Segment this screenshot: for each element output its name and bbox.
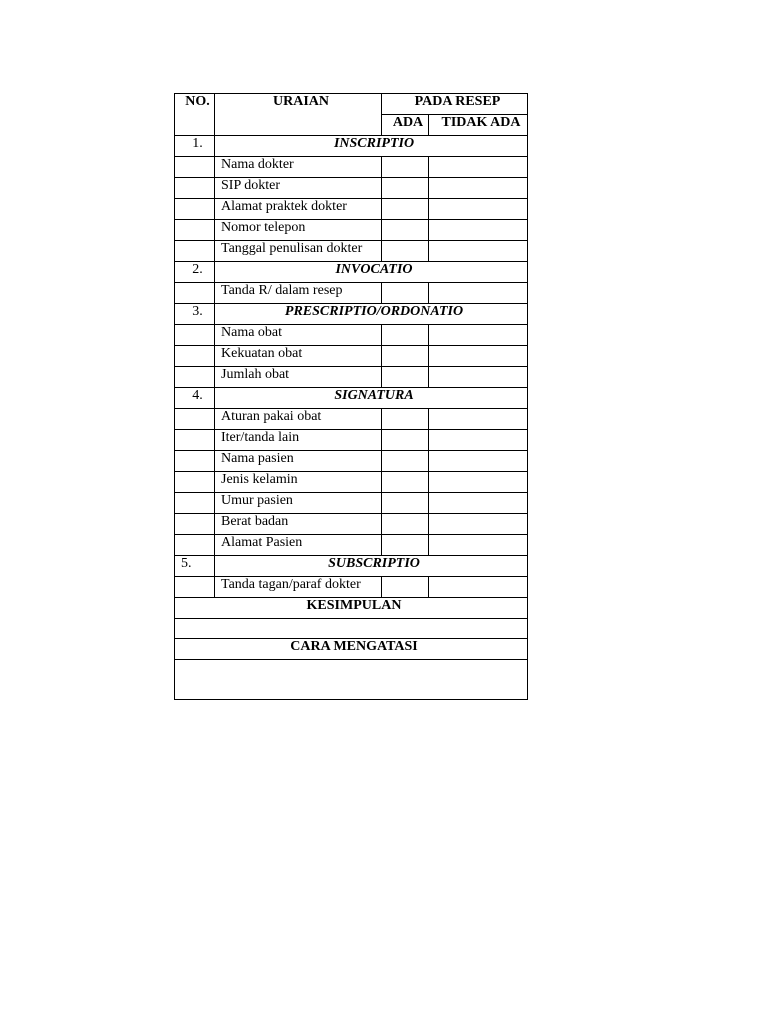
- item-number-cell: [175, 409, 215, 430]
- kesimpulan-header-row: [175, 598, 528, 619]
- ada-checkbox-cell[interactable]: [382, 367, 429, 388]
- ada-checkbox-cell[interactable]: [382, 220, 429, 241]
- ada-checkbox-cell[interactable]: [382, 535, 429, 556]
- item-number-cell: [175, 283, 215, 304]
- ada-checkbox-cell[interactable]: [382, 430, 429, 451]
- item-label: Nama pasien: [215, 451, 382, 472]
- tidak-ada-checkbox-cell[interactable]: [429, 346, 528, 367]
- item-number-cell: [175, 451, 215, 472]
- cara-mengatasi-input-row: [175, 660, 528, 700]
- tidak-ada-checkbox-cell[interactable]: [429, 409, 528, 430]
- item-number-cell: [175, 241, 215, 262]
- item-row: [175, 199, 528, 220]
- kesimpulan-field[interactable]: [175, 619, 528, 639]
- item-label: Berat badan: [215, 514, 382, 535]
- tidak-ada-checkbox-cell[interactable]: [429, 157, 528, 178]
- section-title: INVOCATIO: [215, 262, 528, 283]
- item-label: Aturan pakai obat: [215, 409, 382, 430]
- section-number: 2.: [175, 262, 215, 283]
- tidak-ada-checkbox-cell[interactable]: [429, 535, 528, 556]
- header-row-1: [175, 94, 528, 115]
- section-number: 5.: [175, 556, 215, 577]
- item-number-cell: [175, 157, 215, 178]
- tidak-ada-checkbox-cell[interactable]: [429, 577, 528, 598]
- item-number-cell: [175, 577, 215, 598]
- section-number: 4.: [175, 388, 215, 409]
- ada-checkbox-cell[interactable]: [382, 346, 429, 367]
- item-label: Umur pasien: [215, 493, 382, 514]
- ada-checkbox-cell[interactable]: [382, 241, 429, 262]
- tidak-ada-checkbox-cell[interactable]: [429, 178, 528, 199]
- section-number: 3.: [175, 304, 215, 325]
- ada-checkbox-cell[interactable]: [382, 199, 429, 220]
- tidak-ada-checkbox-cell[interactable]: [429, 283, 528, 304]
- item-number-cell: [175, 178, 215, 199]
- item-number-cell: [175, 199, 215, 220]
- cara-mengatasi-label: CARA MENGATASI: [175, 639, 528, 660]
- tidak-ada-checkbox-cell[interactable]: [429, 325, 528, 346]
- item-label: Tanda tagan/paraf dokter: [215, 577, 382, 598]
- item-label: Tanda R/ dalam resep: [215, 283, 382, 304]
- section-row: [175, 556, 528, 577]
- section-title: SIGNATURA: [215, 388, 528, 409]
- item-row: [175, 577, 528, 598]
- item-row: [175, 472, 528, 493]
- tidak-ada-checkbox-cell[interactable]: [429, 514, 528, 535]
- item-row: [175, 157, 528, 178]
- tidak-ada-checkbox-cell[interactable]: [429, 241, 528, 262]
- item-row: [175, 514, 528, 535]
- item-label: Tanggal penulisan dokter: [215, 241, 382, 262]
- item-row: [175, 409, 528, 430]
- item-label: Nama dokter: [215, 157, 382, 178]
- ada-checkbox-cell[interactable]: [382, 493, 429, 514]
- ada-checkbox-cell[interactable]: [382, 325, 429, 346]
- item-row: [175, 367, 528, 388]
- item-row: [175, 283, 528, 304]
- header-uraian: URAIAN: [215, 94, 382, 136]
- item-label: Alamat praktek dokter: [215, 199, 382, 220]
- ada-checkbox-cell[interactable]: [382, 472, 429, 493]
- item-row: [175, 451, 528, 472]
- header-tidak-ada: TIDAK ADA: [429, 115, 528, 136]
- cara-mengatasi-field[interactable]: [175, 660, 528, 700]
- ada-checkbox-cell[interactable]: [382, 514, 429, 535]
- table-body: [175, 94, 528, 700]
- item-row: [175, 325, 528, 346]
- item-row: [175, 346, 528, 367]
- ada-checkbox-cell[interactable]: [382, 451, 429, 472]
- ada-checkbox-cell[interactable]: [382, 157, 429, 178]
- item-number-cell: [175, 220, 215, 241]
- kesimpulan-input-row: [175, 619, 528, 639]
- item-label: Jumlah obat: [215, 367, 382, 388]
- item-row: [175, 241, 528, 262]
- tidak-ada-checkbox-cell[interactable]: [429, 493, 528, 514]
- item-row: [175, 220, 528, 241]
- section-title: PRESCRIPTIO/ORDONATIO: [215, 304, 528, 325]
- tidak-ada-checkbox-cell[interactable]: [429, 199, 528, 220]
- section-row: [175, 262, 528, 283]
- tidak-ada-checkbox-cell[interactable]: [429, 367, 528, 388]
- item-label: Kekuatan obat: [215, 346, 382, 367]
- ada-checkbox-cell[interactable]: [382, 409, 429, 430]
- ada-checkbox-cell[interactable]: [382, 577, 429, 598]
- item-label: SIP dokter: [215, 178, 382, 199]
- header-pada-resep: PADA RESEP: [382, 94, 528, 115]
- item-label: Nama obat: [215, 325, 382, 346]
- tidak-ada-checkbox-cell[interactable]: [429, 220, 528, 241]
- item-label: Jenis kelamin: [215, 472, 382, 493]
- ada-checkbox-cell[interactable]: [382, 178, 429, 199]
- item-label: Alamat Pasien: [215, 535, 382, 556]
- header-ada: ADA: [382, 115, 429, 136]
- item-number-cell: [175, 367, 215, 388]
- section-row: [175, 304, 528, 325]
- tidak-ada-checkbox-cell[interactable]: [429, 430, 528, 451]
- item-number-cell: [175, 472, 215, 493]
- cara-mengatasi-header-row: [175, 639, 528, 660]
- item-row: [175, 535, 528, 556]
- item-row: [175, 178, 528, 199]
- item-row: [175, 493, 528, 514]
- item-number-cell: [175, 535, 215, 556]
- item-number-cell: [175, 325, 215, 346]
- section-title: SUBSCRIPTIO: [215, 556, 528, 577]
- tidak-ada-checkbox-cell[interactable]: [429, 472, 528, 493]
- prescription-checklist-table: [174, 93, 528, 700]
- section-title: INSCRIPTIO: [215, 136, 528, 157]
- section-number: 1.: [175, 136, 215, 157]
- item-number-cell: [175, 430, 215, 451]
- item-number-cell: [175, 346, 215, 367]
- ada-checkbox-cell[interactable]: [382, 283, 429, 304]
- header-no: NO.: [175, 94, 215, 136]
- tidak-ada-checkbox-cell[interactable]: [429, 451, 528, 472]
- item-number-cell: [175, 493, 215, 514]
- item-row: [175, 430, 528, 451]
- section-row: [175, 136, 528, 157]
- item-label: Nomor telepon: [215, 220, 382, 241]
- section-row: [175, 388, 528, 409]
- kesimpulan-label: KESIMPULAN: [175, 598, 528, 619]
- item-number-cell: [175, 514, 215, 535]
- item-label: Iter/tanda lain: [215, 430, 382, 451]
